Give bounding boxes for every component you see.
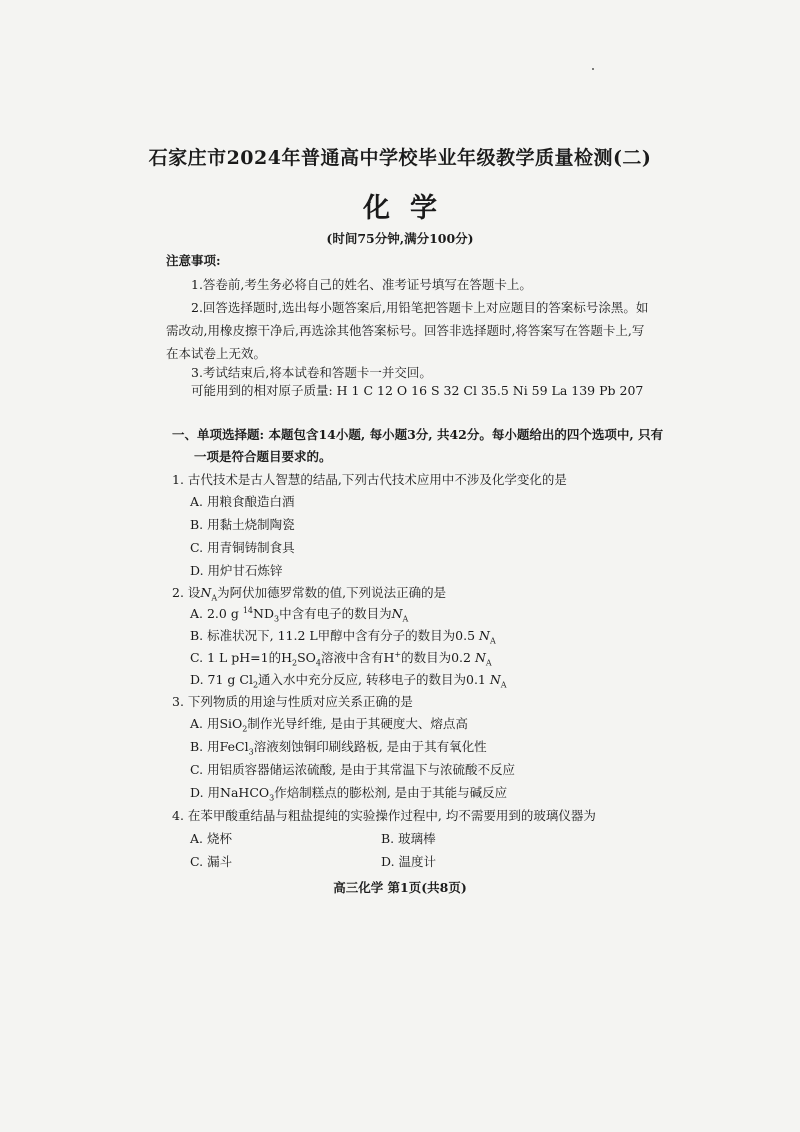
exam-time: (时间75分钟,满分100分) (326, 231, 474, 246)
notice-item-3: 3.考试结束后,将本试卷和答题卡一并交回。 (191, 365, 432, 380)
q4-stem: 4. 在苯甲酸重结晶与粗盐提纯的实验操作过程中, 均不需要用到的玻璃仪器为 (172, 808, 596, 823)
q2-option-b: B. 标准状况下, 11.2 L甲醇中含有分子的数目为0.5 $N_A$ (190, 628, 496, 646)
q2-option-a: A. 2.0 g $^{14}ND_3$中含有电子的数目为$N_A$ (190, 605, 409, 624)
q3-option-b: B. 用FeCl$_3$溶液刻蚀铜印刷线路板, 是由于其有氧化性 (190, 739, 487, 757)
q3-option-c: C. 用铝质容器储运浓硫酸, 是由于其常温下与浓硫酸不反应 (190, 762, 516, 777)
exam-title: 石家庄市2024年普通高中学校毕业年级教学质量检测(二) (148, 147, 652, 169)
q1-option-d: D. 用炉甘石炼锌 (190, 563, 283, 578)
atomic-masses: 可能用到的相对原子质量: H 1 C 12 O 16 S 32 Cl 35.5 Ni 59 La 139 Pb 207 (191, 383, 644, 398)
q3-option-d: D. 用NaHCO$_3$作焙制糕点的膨松剂, 是由于其能与碱反应 (190, 785, 508, 803)
section-heading-line2: 一项是符合题目要求的。 (194, 449, 332, 464)
q4-option-a: A. 烧杯 (190, 831, 232, 846)
q1-option-b: B. 用黏土烧制陶瓷 (190, 517, 295, 532)
q2-option-d: D. 71 g $Cl_2$通入水中充分反应, 转移电子的数目为0.1 $N_A$ (190, 672, 507, 690)
notice-heading: 注意事项: (166, 253, 221, 268)
q4-option-c: C. 漏斗 (190, 854, 233, 869)
q1-option-c: C. 用青铜铸制食具 (190, 540, 295, 555)
scan-speck (592, 68, 594, 70)
notice-item-2: 2.回答选择题时,选出每小题答案后,用铅笔把答题卡上对应题目的答案标号涂黑。如需改动,用橡皮擦干净后,再选涂其他答案标号。回答非选择题时,将答案写在答题卡上,写在本试卷上无效。 (166, 300, 649, 361)
q4-option-b: B. 玻璃棒 (381, 831, 436, 846)
q2-option-c: C. 1 L pH=1的$H_2SO_4$溶液中含有H+的数目为0.2 $N_A$ (190, 649, 492, 668)
notice-item-1: 1.答卷前,考生务必将自己的姓名、准考证号填写在答题卡上。 (191, 277, 532, 292)
q1-stem: 1. 古代技术是古人智慧的结晶,下列古代技术应用中不涉及化学变化的是 (172, 472, 567, 487)
exam-subject: 化学 (363, 193, 457, 224)
q1-option-a: A. 用粮食酿造白酒 (190, 494, 295, 509)
q4-option-d: D. 温度计 (381, 854, 437, 869)
page-footer: 高三化学 第1页(共8页) (333, 880, 467, 895)
q2-stem: 2. 设$N_A$为阿伏加德罗常数的值,下列说法正确的是 (172, 585, 447, 603)
q3-stem: 3. 下列物质的用途与性质对应关系正确的是 (172, 694, 413, 709)
q3-option-a: A. 用SiO$_2$制作光导纤维, 是由于其硬度大、熔点高 (190, 716, 468, 734)
section-heading-line1: 一、单项选择题: 本题包含14小题, 每小题3分, 共42分。每小题给出的四个选项中, 只有 (172, 427, 664, 442)
